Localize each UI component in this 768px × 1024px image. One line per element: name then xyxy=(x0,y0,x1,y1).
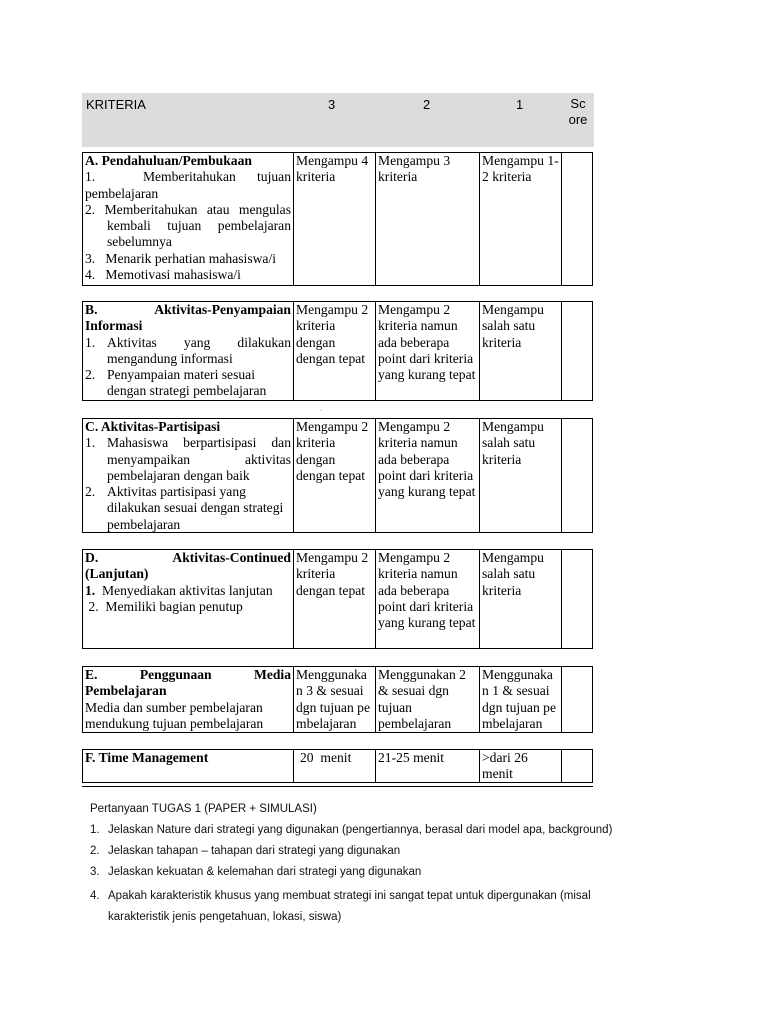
question-item: 4. Apakah karakteristik khusus yang membuat strategi ini sangat tepat untuk dipergunakan (misal karakteristik jenis pengetahuan, lokasi, siswa) xyxy=(90,886,638,928)
score-3-cell xyxy=(294,750,376,782)
question-item: 3. Jelaskan kekuatan & kelemahan dari strategi yang digunakan xyxy=(90,866,422,878)
criteria-title-cont: (Lanjutan) xyxy=(85,566,149,582)
criteria-title: A. Pendahuluan/Pembukaan xyxy=(85,153,252,168)
score-2-cell: Menggunakan 2 & sesuai dgn tujuan pembelajaran xyxy=(376,667,480,732)
score-1-cell: >dari 26 menit xyxy=(480,750,562,782)
criteria-row-c xyxy=(82,418,593,533)
criteria-item-cont: menyampaikan aktivitas xyxy=(107,451,291,467)
criteria-cell xyxy=(83,550,294,648)
criteria-title: B. Aktivitas-Penyampaian xyxy=(85,302,291,317)
score-2-cell: Mengampu 2 kriteria namun ada beberapa point dari kriteria yang kurang tepat xyxy=(376,550,480,648)
score-3-cell: Mengampu 2 kriteria dengan tepat xyxy=(294,550,376,648)
score-cell xyxy=(562,302,592,400)
score-cell xyxy=(562,667,592,732)
criteria-cell xyxy=(83,153,294,285)
table-bottom-rule xyxy=(82,786,593,787)
score-3-cell: Mengampu 2 kriteria dengan dengan tepat xyxy=(294,302,376,400)
criteria-title-cont: Pembelajaran xyxy=(85,683,167,699)
score-1-cell: Mengampu salah satu kriteria xyxy=(480,419,562,532)
criteria-cell xyxy=(83,667,294,732)
criteria-cell xyxy=(83,419,294,532)
criteria-item: 2. Penyampaian materi sesuai xyxy=(85,367,255,383)
score-3-cell: Menggunakan 3 & sesuai dgn tujuan pembelajaran xyxy=(294,667,376,732)
question-text: Jelaskan tahapan – tahapan dari strategi yang digunakan xyxy=(108,845,401,857)
criteria-item-cont: pembelajaran dengan baik xyxy=(107,467,250,483)
criteria-item: 2. Memiliki bagian penutup xyxy=(85,598,243,614)
header-kriteria: KRITERIA xyxy=(86,97,146,112)
score-1-cell: Mengampu salah satu kriteria xyxy=(480,550,562,648)
criteria-row-d xyxy=(82,549,593,649)
criteria-item: 4. Memotivasi mahasiswa/i xyxy=(85,267,241,283)
criteria-item: 3. Menarik perhatian mahasiswa/i xyxy=(85,250,277,266)
criteria-item: 1. Aktivitas yang dilakukan xyxy=(85,334,291,350)
criteria-item: 1. Mahasiswa berpartisipasi dan xyxy=(85,435,291,451)
criteria-title: C. Aktivitas-Partisipasi xyxy=(85,419,221,434)
criteria-item-cont: pembelajaran xyxy=(85,185,159,201)
score-cell xyxy=(562,419,592,532)
question-text: Jelaskan Nature dari strategi yang digunakan (pengertiannya, berasal dari model apa, background) xyxy=(108,824,613,836)
criteria-item: 2. Memberitahukan atau mengulas xyxy=(85,201,291,217)
table-header xyxy=(82,93,594,147)
criteria-item: 1. Menyediakan aktivitas lanjutan xyxy=(85,582,273,598)
criteria-item-cont: sebelumnya xyxy=(107,234,172,250)
question-text: Jelaskan kekuatan & kelemahan dari strategi yang digunakan xyxy=(108,866,422,878)
score-2-cell: Mengampu 3 kriteria xyxy=(376,153,480,285)
question-text: Apakah karakteristik khusus yang membuat strategi ini sangat tepat untuk dipergunakan (misal karakteristik jenis pengetahuan, lokasi, siswa) xyxy=(108,890,591,923)
criteria-cell xyxy=(83,750,294,782)
criteria-row-f xyxy=(82,749,593,783)
stray-dot: · xyxy=(320,408,322,414)
criteria-item-cont: dengan strategi pembelajaran xyxy=(107,383,267,399)
question-item: 1. Jelaskan Nature dari strategi yang digunakan (pengertiannya, berasal dari model apa, background) xyxy=(90,824,613,836)
header-score: Score xyxy=(568,96,588,127)
score-2-cell: 21-25 menit xyxy=(376,750,480,782)
score-3-cell: Mengampu 2 kriteria dengan dengan tepat xyxy=(294,419,376,532)
criteria-title-cont: Informasi xyxy=(85,318,143,334)
score-2-cell: Mengampu 2 kriteria namun ada beberapa point dari kriteria yang kurang tepat xyxy=(376,302,480,400)
criteria-item-cont: mengandung informasi xyxy=(107,350,233,366)
criteria-item-cont: pembelajaran xyxy=(107,516,181,532)
criteria-title: E. Penggunaan Media xyxy=(85,667,291,682)
score-1-cell: Menggunakan 1 & sesuai dgn tujuan pembelajaran xyxy=(480,667,562,732)
header-score-1: 1 xyxy=(516,97,524,112)
criteria-item-cont: dilakukan sesuai dengan strategi xyxy=(107,500,284,516)
questions-title: Pertanyaan TUGAS 1 (PAPER + SIMULASI) xyxy=(90,803,317,815)
score-2-cell: Mengampu 2 kriteria namun ada beberapa point dari kriteria yang kurang tepat xyxy=(376,419,480,532)
criteria-row-a xyxy=(82,152,593,286)
criteria-row-e xyxy=(82,666,593,733)
criteria-body: Media dan sumber pembelajaran mendukung tujuan pembelajaran xyxy=(85,699,264,731)
question-item: 2. Jelaskan tahapan – tahapan dari strategi yang digunakan xyxy=(90,845,401,857)
header-score-3: 3 xyxy=(328,97,336,112)
criteria-item: 2. Aktivitas partisipasi yang xyxy=(85,484,246,500)
score-cell xyxy=(562,550,592,648)
criteria-title: F. Time Management xyxy=(85,750,209,765)
criteria-title: D. Aktivitas-Continued xyxy=(85,550,291,565)
criteria-cell xyxy=(83,302,294,400)
header-score-2: 2 xyxy=(423,97,431,112)
criteria-item: 1. Memberitahukan tujuan xyxy=(85,169,291,185)
criteria-item-cont: kembali tujuan pembelajaran xyxy=(107,218,291,234)
score-1-cell: Mengampu 1-2 kriteria xyxy=(480,153,562,285)
score-1-cell: Mengampu salah satu kriteria xyxy=(480,302,562,400)
score-cell xyxy=(562,750,592,782)
score-cell xyxy=(562,153,592,285)
score-3-cell: Mengampu 4 kriteria xyxy=(294,153,376,285)
score-3-text: 20 menit xyxy=(300,750,352,765)
criteria-row-b xyxy=(82,301,593,401)
